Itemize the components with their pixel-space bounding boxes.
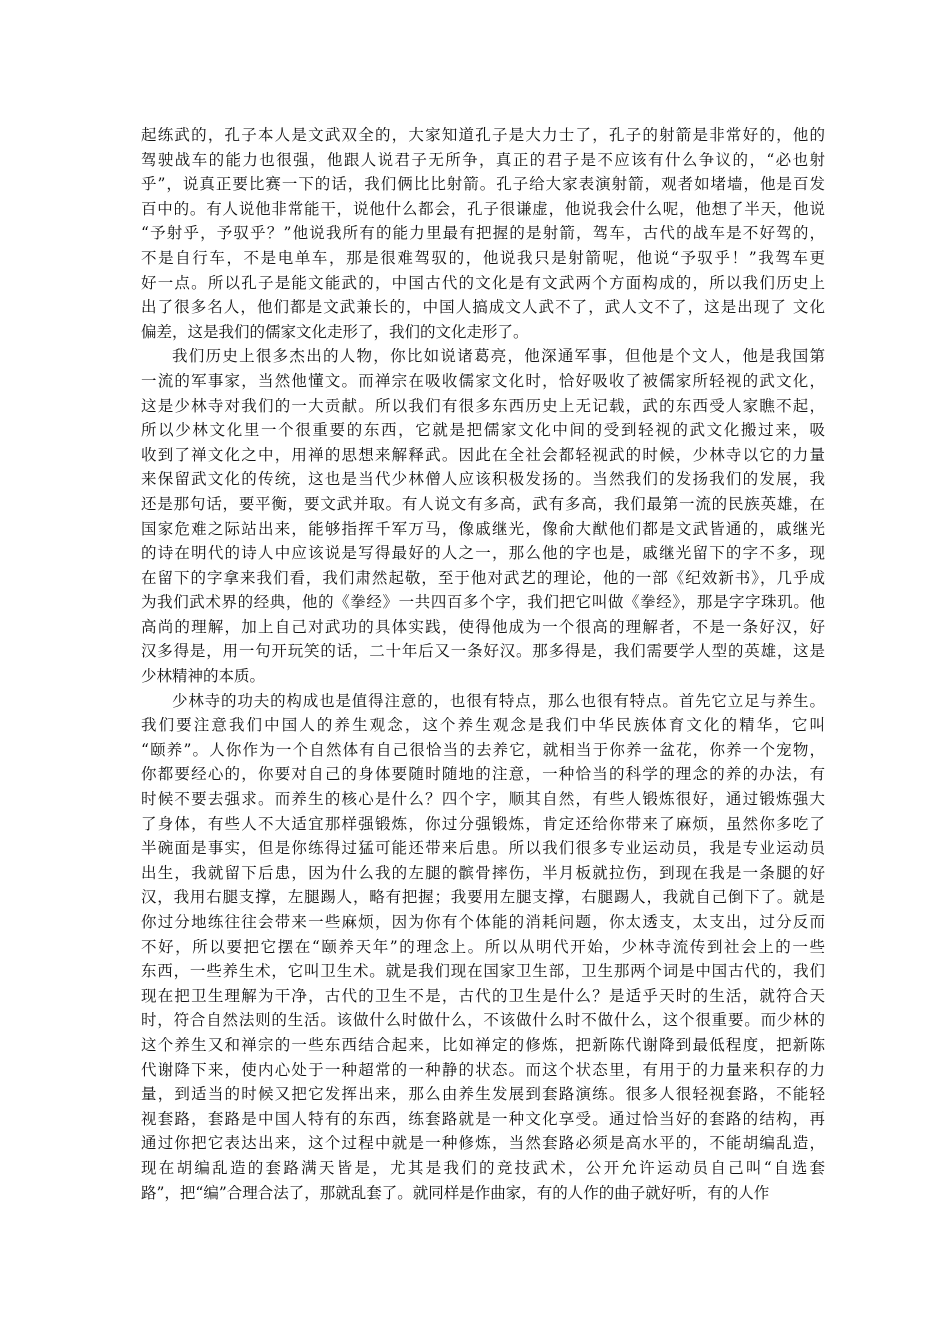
text-line: 偏差，这是我们的儒家文化走形了，我们的文化走形了。 (141, 322, 529, 341)
text-line: 我们历史上很多杰出的人物，你比如说诸葛亮，他深通军事，但他是个文人，他是我国第 (172, 347, 825, 366)
text-line: 汉多得是，用一句开玩笑的话，二十年后又一条好汉。那多得是，我们需要学人型的英雄，这是 (141, 642, 825, 661)
text-line: 汉，我用右腿支撑，左腿踢人，略有把握；我要用左腿支撑，右腿踢人，我就自己倒下了。就是 (141, 888, 825, 907)
text-line: 一流的军事家，当然他懂文。而禅宗在吸收儒家文化时，恰好吸收了被儒家所轻视的武文化， (141, 371, 825, 390)
text-line: 不好，所以要把它摆在“颐养天年”的理念上。所以从明代开始，少林寺流传到社会上的一些 (141, 937, 825, 956)
text-line: 乎”，说真正要比赛一下的话，我们俩比比射箭。孔子给大家表演射箭，观者如堵墙，他是百发 (141, 175, 825, 194)
text-line: 不是自行车，不是电单车，那是很难驾驭的，他说我只是射箭呢，他说“予驭乎！”我驾车更 (141, 248, 825, 267)
text-line: 少林寺的功夫的构成也是值得注意的，也很有特点，那么也很有特点。首先它立足与养生。 (172, 691, 825, 710)
text-line: 代谢降下来，使内心处于一种超常的一种静的状态。而这个状态里，有用于的力量来积存的力 (141, 1060, 825, 1079)
text-line: 百中的。有人说他非常能干，说他什么都会，孔子很谦虚，他说我会什么呢，他想了半天，他说 (141, 199, 825, 218)
text-line: 的诗在明代的诗人中应该说是写得最好的人之一，那么他的字也是，戚继光留下的字不多，现 (141, 544, 825, 563)
text-line: 你过分地练往往会带来一些麻烦，因为你有个体能的消耗问题，你太透支，太支出，过分反而 (141, 913, 825, 931)
text-line: 少林精神的本质。 (141, 667, 266, 686)
text-line: 通过你把它表达出来，这个过程中就是一种修炼，当然套路必须是高水平的，不能胡编乱造， (141, 1134, 825, 1153)
text-line: 东西，一些养生术，它叫卫生术。就是我们现在国家卫生部，卫生那两个词是中国古代的，我们 (141, 962, 825, 981)
text-line: 来保留武文化的传统，这也是当代少林僧人应该积极发扬的。当然我们的发扬我们的发展，我 (141, 470, 825, 489)
text-line: “颐养”。人你作为一个自然体有自己很恰当的去养它，就相当于你养一盆花，你养一个宠物， (141, 740, 825, 759)
text-line: 量，到适当的时候又把它发挥出来，那么由养生发展到套路演练。很多人很轻视套路，不能轻 (141, 1085, 825, 1104)
text-line: 驾驶战车的能力也很强，他跟人说君子无所争，真正的君子是不应该有什么争议的，“必也射 (141, 150, 825, 169)
text-line: “予射乎，予驭乎？”他说我所有的能力里最有把握的是射箭，驾车，古代的战车是不好驾的， (141, 224, 825, 243)
text-line: 时候不要去强求。而养生的核心是什么？四个字，顺其自然，有些人锻炼很好，通过锻炼强大 (141, 790, 825, 809)
text-line: 这是少林寺对我们的一大贡献。所以我们有很多东西历史上无记载，武的东西受人家瞧不起， (141, 396, 825, 415)
text-line: 现在把卫生理解为干净，古代的卫生不是，古代的卫生是什么？是适乎天时的生活，就符合天 (141, 986, 825, 1005)
text-line: 这个养生又和禅宗的一些东西结合起来，比如禅定的修炼，把新陈代谢降到最低程度，把新陈 (141, 1035, 825, 1054)
text-line: 还是那句话，要平衡，要文武并取。有人说文有多高，武有多高，我们最第一流的民族英雄，在 (141, 494, 825, 513)
text-line: 了身体，有些人不大适宜那样强锻炼，你过分强锻炼，肯定还给你带来了麻烦，虽然你多吃了 (141, 814, 825, 833)
text-line: 你都要经心的，你要对自己的身体要随时随地的注意，一种恰当的科学的理念的养的办法，有 (141, 765, 825, 784)
text-line: 为我们武术界的经典，他的《拳经》一共四百多个字，我们把它叫做《拳经》，那是字字珠玑。他 (141, 593, 825, 612)
text-line: 收到了禅文化之中，用禅的思想来解释武。因此在全社会都轻视武的时候，少林寺以它的力量 (141, 445, 825, 464)
text-line: 起练武的，孔子本人是文武双全的，大家知道孔子是大力士了，孔子的射箭是非常好的，他的 (141, 126, 825, 144)
document-body (141, 123, 825, 1205)
paragraph (141, 344, 825, 688)
text-line: 时，符合自然法则的生活。该做什么时做什么，不该做什么时不做什么，这个很重要。而少林的 (141, 1011, 825, 1030)
text-line: 路”，把“编”合理合法了，那就乱套了。就同样是作曲家，有的人作的曲子就好听，有的人作 (141, 1183, 770, 1202)
text-line: 国家危难之际站出来，能够指挥千军万马，像戚继光，像俞大猷他们都是文武皆通的，戚继光 (141, 519, 825, 538)
text-line: 所以少林文化里一个很重要的东西，它就是把儒家文化中间的受到轻视的武文化搬过来，吸 (141, 421, 825, 440)
text-line: 在留下的字拿来我们看，我们肃然起敬，至于他对武艺的理论，他的一部《纪效新书》，几乎成 (141, 568, 825, 587)
text-line: 好一点。所以孔子是能文能武的，中国古代的文化是有文武两个方面构成的，所以我们历史上 (141, 273, 825, 292)
paragraph (141, 123, 825, 344)
text-line: 半碗面是事实，但是你练得过猛可能还带来后患。所以我们很多专业运动员，我是专业运动员 (141, 839, 825, 858)
text-line: 我们要注意我们中国人的养生观念，这个养生观念是我们中华民族体育文化的精华，它叫 (141, 716, 825, 735)
text-line: 视套路，套路是中国人特有的东西，练套路就是一种文化享受。通过恰当好的套路的结构，再 (141, 1109, 825, 1128)
paragraph (141, 689, 825, 1205)
text-line: 现在胡编乱造的套路满天皆是，尤其是我们的竞技武术，公开允许运动员自己叫“自选套 (141, 1158, 825, 1177)
text-line: 高尚的理解，加上自己对武功的具体实践，使得他成为一个很高的理解者，不是一条好汉，好 (141, 617, 825, 636)
text-line: 出生，我就留下后患，因为什么我的左腿的髌骨摔伤，半月板就拉伤，到现在我是一条腿的好 (141, 863, 825, 882)
text-line: 出了很多名人，他们都是文武兼长的，中国人搞成文人武不了，武人文不了，这是出现了 文化 (141, 298, 825, 317)
